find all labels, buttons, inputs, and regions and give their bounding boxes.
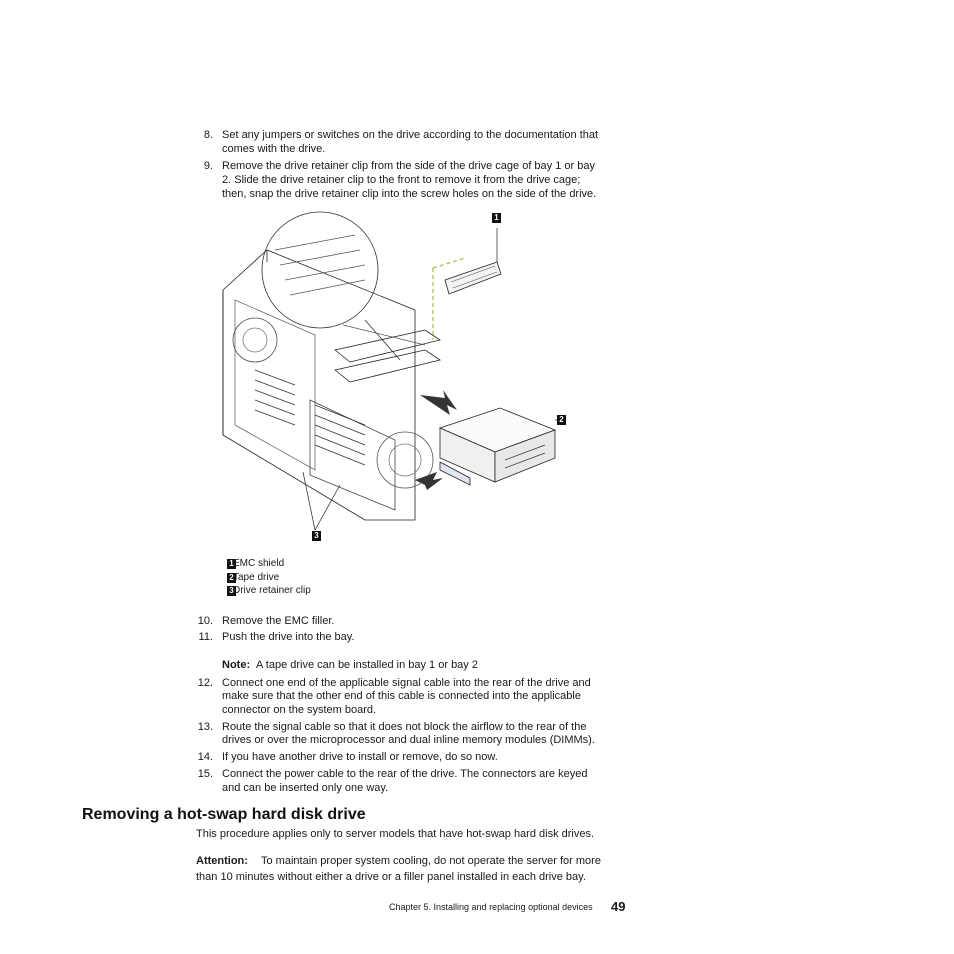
step-text-line: Connect the power cable to the rear of the drive. The connectors are keyed [222,768,588,780]
page-number: 49 [611,899,626,914]
removal-arrow [420,390,457,415]
step-text-line: comes with the drive. [222,143,326,155]
legend-label: Tape drive [233,572,280,583]
step-text-line: Connect one end of the applicable signal cable into the rear of the drive and [222,677,591,689]
step-text-line: then, snap the drive retainer clip into the screw holes on the side of the drive. [222,188,597,200]
figure-callout-3: 3 [312,531,321,541]
step-text: Push the drive into the bay. [222,631,355,643]
step-text-line: Route the signal cable so that it does not block the airflow to the rear of the [222,721,587,733]
step-text-line: drives or over the microprocessor and dual inline memory modules (DIMMs). [222,734,595,746]
step-text: Remove the EMC filler. [222,615,335,627]
step-number: 9. [203,160,213,172]
server-drive-installation-figure [215,210,575,545]
note-label: Note: [222,659,251,671]
step-text-line: make sure that the other end of this cable is connected into the applicable [222,690,581,702]
emc-shield [433,258,501,340]
step-number: 12. [197,677,213,689]
legend-callout: 1 [227,559,236,569]
step-number: 14. [197,751,213,763]
legend-callout: 3 [227,586,236,596]
attention-text-line: To maintain proper system cooling, do not operate the server for more [261,855,601,867]
step-number: 8. [203,129,213,141]
attention-label: Attention: [196,855,248,867]
step-text-line: connector on the system board. [222,704,377,716]
step-text-line: If you have another drive to install or remove, do so now. [222,751,498,763]
section-intro: This procedure applies only to server models that have hot-swap hard disk drives. [196,828,595,840]
step-number: 15. [197,768,213,780]
section-heading: Removing a hot-swap hard disk drive [82,806,366,823]
figure-callout-2: 2 [557,415,566,425]
step-number: 11. [198,631,213,643]
step-text-line: Remove the drive retainer clip from the side of the drive cage of bay 1 or bay [222,160,595,172]
legend-callout: 2 [227,573,236,583]
attention-text-line: than 10 minutes without either a drive or a filler panel installed in each drive bay. [196,871,586,883]
legend-label: Drive retainer clip [233,585,311,596]
step-text-line: Set any jumpers or switches on the drive according to the documentation that [222,129,599,141]
footer-chapter: Chapter 5. Installing and replacing optional devices [389,902,593,912]
step-text-line: 2. Slide the drive retainer clip to the front to remove it from the drive cage; [222,174,581,186]
figure-callout-1: 1 [492,213,501,223]
step-number: 13. [197,721,213,733]
note-text: A tape drive can be installed in bay 1 or bay 2 [256,659,478,671]
step-number: 10. [197,615,213,627]
attention-block [196,853,626,869]
step-text-line: and can be inserted only one way. [222,782,389,794]
legend-label: EMC shield [233,558,285,569]
